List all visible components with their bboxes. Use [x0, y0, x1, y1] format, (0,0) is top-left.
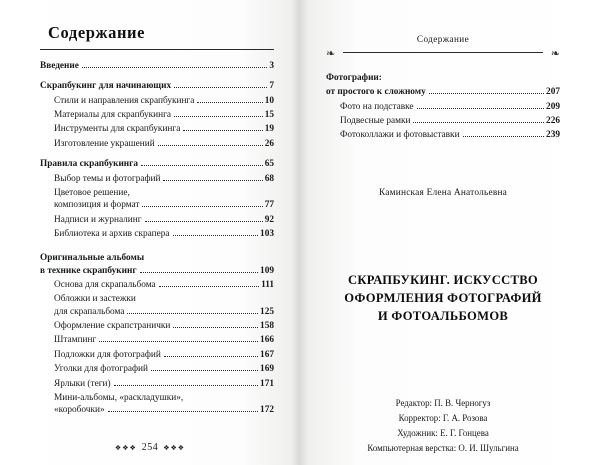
toc-entry[interactable] — [54, 214, 274, 226]
toc-entry-label: Мини-альбомы, «раскладушки», — [54, 392, 184, 403]
toc-entry-label-cont: для скрапальбома — [54, 306, 125, 317]
book-title — [326, 272, 560, 326]
leader-dots — [141, 165, 263, 166]
leader-dots — [82, 67, 267, 68]
toc-entry-label: Правила скрапбукинга — [40, 159, 139, 170]
credit-line: Компьютерная верстка: О. И. Шульгина — [367, 442, 519, 453]
toc-entry[interactable] — [40, 60, 274, 72]
toc-entry[interactable] — [340, 129, 560, 141]
toc-entry-page: 15 — [264, 110, 274, 121]
book-title-line: ОФОРМЛЕНИЯ ФОТОГРАФИЙ — [344, 290, 542, 305]
toc-entry-label: Фотоколлажи и фотовыставки — [340, 130, 460, 141]
toc-entry-page: 26 — [264, 138, 274, 149]
credits-block — [326, 397, 560, 455]
toc-entry-label: Библиотека и архив скрапера — [54, 228, 170, 239]
toc-entry-page: 3 — [269, 61, 274, 71]
toc-entry[interactable] — [54, 363, 274, 375]
running-head-decoration — [326, 49, 560, 60]
toc-entry[interactable] — [340, 101, 560, 113]
leader-dots — [197, 102, 262, 103]
leader-dots — [158, 145, 263, 146]
toc-entry[interactable] — [54, 138, 274, 150]
credit-line: Корректор: Г. А. Розова — [398, 413, 488, 424]
book-title-line: СКРАПБУКИНГ. ИСКУССТВО — [347, 272, 539, 287]
toc-entry-label: Стили и направления скрапбукинга — [54, 95, 195, 106]
toc-entry-page: 65 — [264, 159, 274, 170]
toc-entry-label: Фотографии: — [326, 73, 382, 83]
ornament-left-icon: ❖❖❖ — [114, 443, 137, 452]
leader-dots — [127, 313, 258, 314]
toc-entry-page: 19 — [264, 124, 274, 135]
toc-entry[interactable] — [340, 115, 560, 127]
toc-entry-label: Надписи и журналинг — [54, 214, 142, 225]
toc-entry[interactable] — [54, 320, 274, 332]
toc-entry-page: 68 — [264, 173, 274, 184]
table-of-contents-left — [40, 60, 274, 417]
toc-entry-label: Оформление скрапстранички — [54, 321, 171, 332]
toc-entry-label: Введение — [40, 61, 79, 71]
toc-entry-label: Оригинальные альбомы — [40, 253, 145, 264]
toc-entry[interactable] — [54, 392, 274, 417]
toc-entry-page: 77 — [264, 200, 274, 211]
leader-dots — [164, 356, 258, 357]
right-page — [300, 0, 600, 465]
table-of-contents-right — [326, 72, 560, 142]
toc-entry[interactable] — [54, 334, 274, 346]
toc-entry-label: Обложки и застежки — [54, 294, 136, 305]
page-title: Содержание — [48, 23, 146, 42]
leader-dots — [145, 221, 263, 222]
toc-entry-label: Изготовление украшений — [54, 138, 155, 149]
running-head: Содержание — [416, 34, 470, 44]
toc-entry-label: Материалы для скрапбукинга — [54, 110, 172, 121]
toc-entry-label: Скрапбукинг для начинающих — [40, 81, 172, 92]
toc-entry-page: 171 — [260, 378, 274, 389]
toc-entry-page: 10 — [264, 95, 274, 106]
toc-entry-page: 207 — [546, 87, 560, 98]
toc-entry-label-cont: в технике скрапбукинг — [40, 265, 137, 276]
leader-dots — [163, 180, 262, 181]
toc-entry-label-cont: «коробочки» — [54, 405, 105, 416]
toc-entry-page: 92 — [264, 214, 274, 225]
toc-entry-label: от простого к сложному — [326, 87, 426, 98]
toc-entry-label-cont: композиция и формат — [54, 200, 140, 211]
leader-dots — [99, 341, 258, 342]
toc-entry[interactable] — [40, 252, 274, 277]
toc-entry-label: Штампинг — [54, 335, 97, 346]
toc-entry-page: 209 — [546, 101, 560, 112]
leader-dots — [151, 370, 258, 371]
title-divider — [40, 49, 274, 50]
toc-entry-page: 166 — [260, 335, 274, 346]
toc-entry[interactable] — [54, 95, 274, 107]
leader-dots — [140, 272, 258, 273]
leader-dots — [173, 235, 258, 236]
toc-entry[interactable] — [54, 109, 274, 121]
toc-entry[interactable] — [54, 293, 274, 318]
author-name: Каминская Елена Анатольевна — [378, 187, 508, 198]
toc-entry-page: 103 — [260, 228, 274, 239]
page-number: 254 — [141, 442, 159, 453]
toc-entry[interactable] — [40, 158, 274, 170]
toc-entry-label: Основа для скрапальбома — [54, 280, 156, 291]
toc-entry-page: 7 — [269, 81, 274, 92]
swirl-left-icon: ❧ — [326, 48, 336, 60]
toc-entry-label: Фото на подставке — [340, 101, 414, 112]
leader-dots — [108, 411, 258, 412]
toc-entry-page: 109 — [260, 265, 274, 276]
credit-line: Редактор: П. В. Черногуз — [395, 398, 491, 409]
leader-dots — [463, 136, 545, 137]
toc-entry-page: 169 — [260, 364, 274, 375]
toc-entry[interactable] — [54, 279, 274, 291]
toc-entry[interactable] — [40, 80, 274, 92]
toc-entry[interactable] — [54, 187, 274, 212]
toc-entry-page: 239 — [546, 130, 560, 141]
toc-entry-page: 158 — [260, 321, 274, 332]
toc-entry[interactable] — [54, 173, 274, 185]
leader-dots — [183, 130, 262, 131]
toc-entry[interactable] — [54, 349, 274, 361]
toc-entry[interactable] — [326, 72, 560, 84]
toc-entry-label: Подвесные рамки — [340, 116, 411, 127]
toc-entry-page: 125 — [260, 306, 274, 317]
toc-entry-page: 172 — [260, 405, 274, 416]
toc-entry-label: Ярлыки (теги) — [54, 378, 111, 389]
leader-dots — [429, 93, 544, 94]
ornament-right-icon: ❖❖❖ — [163, 443, 186, 452]
leader-dots — [413, 122, 544, 123]
toc-entry-label: Инструменты для скрапбукинга — [54, 124, 181, 135]
toc-entry-page: 167 — [260, 349, 274, 360]
credit-line: Художник: Е. Г. Гонцева — [397, 428, 489, 439]
header-rule — [343, 52, 543, 53]
toc-entry[interactable] — [54, 378, 274, 390]
leader-dots — [173, 327, 258, 328]
swirl-right-icon: ❧ — [550, 48, 560, 60]
leader-dots — [417, 108, 545, 109]
toc-entry-label: Уголки для фотографий — [54, 364, 148, 375]
toc-entry-label: Выбор темы и фотографий — [54, 173, 161, 184]
toc-entry-page: 226 — [546, 116, 560, 127]
leader-dots — [159, 286, 259, 287]
toc-entry[interactable] — [326, 86, 560, 98]
toc-entry-page: 111 — [261, 280, 274, 291]
leader-dots — [142, 206, 262, 207]
toc-spacer — [40, 242, 274, 252]
footer-ornament — [0, 442, 300, 453]
leader-dots — [174, 116, 263, 117]
toc-entry-label: Цветовое решение, — [54, 187, 130, 198]
toc-entry-label: Подложки для фотографий — [54, 349, 161, 360]
toc-entry[interactable] — [54, 123, 274, 135]
leader-dots — [174, 87, 267, 88]
toc-entry[interactable] — [54, 228, 274, 240]
leader-dots — [114, 385, 258, 386]
book-title-line: И ФОТОАЛЬБОМОВ — [377, 308, 509, 323]
